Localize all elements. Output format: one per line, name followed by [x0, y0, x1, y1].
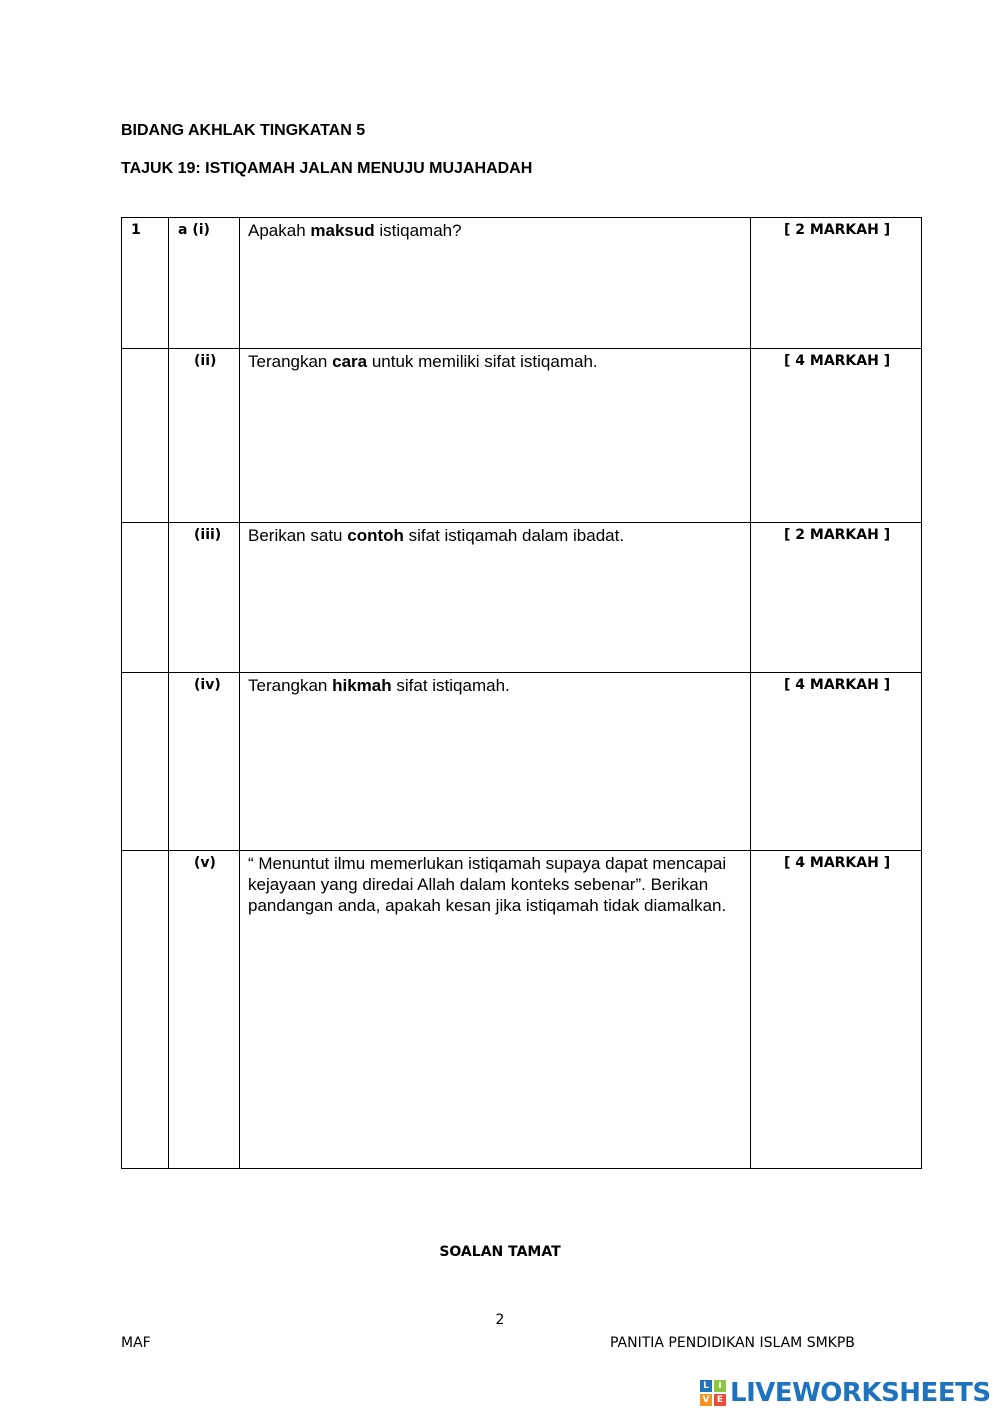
liveworksheets-logo-icon: L I V E [700, 1380, 726, 1406]
topic-title: TAJUK 19: ISTIQAMAH JALAN MENUJU MUJAHADAH [121, 160, 533, 177]
footer-left: MAF [121, 1335, 151, 1351]
question-number-cell [122, 218, 169, 349]
question-text-cell[interactable] [240, 851, 751, 1169]
part-label-cell [169, 349, 240, 523]
table-row [122, 218, 922, 349]
marks-label: [ 2 MARKAH ] [784, 527, 891, 543]
part-label: (v) [194, 855, 216, 871]
part-label: (iii) [194, 527, 222, 543]
page-number: 2 [495, 1312, 505, 1328]
question-text-cell[interactable] [240, 523, 751, 673]
table-row [122, 851, 922, 1169]
question-text: Terangkan hikmah sifat istiqamah. [248, 676, 510, 695]
marks-cell [751, 851, 922, 1169]
part-label-cell [169, 673, 240, 851]
table-row [122, 673, 922, 851]
part-label-cell [169, 851, 240, 1169]
marks-label: [ 4 MARKAH ] [784, 677, 891, 693]
footer-right: PANITIA PENDIDIKAN ISLAM SMKPB [610, 1335, 855, 1351]
question-text-cell[interactable] [240, 673, 751, 851]
question-number: 1 [131, 222, 141, 238]
question-text-cell[interactable] [240, 218, 751, 349]
question-text-cell[interactable] [240, 349, 751, 523]
document-title: BIDANG AKHLAK TINGKATAN 5 [121, 122, 366, 139]
question-text: “ Menuntut ilmu memerlukan istiqamah supaya dapat mencapai kejayaan yang diredai Allah dalam konteks sebenar”. Berikan pandangan anda, apakah kesan jika istiqamah tidak diamalkan. [248, 854, 727, 915]
end-of-questions: SOALAN TAMAT [439, 1244, 561, 1260]
question-text: Berikan satu contoh sifat istiqamah dalam ibadat. [248, 526, 625, 545]
marks-cell [751, 523, 922, 673]
part-label-cell [169, 218, 240, 349]
marks-cell [751, 349, 922, 523]
question-text: Apakah maksud istiqamah? [248, 221, 462, 240]
part-label: a (i) [178, 222, 210, 238]
table-row [122, 349, 922, 523]
part-label: (ii) [194, 353, 217, 369]
marks-label: [ 2 MARKAH ] [784, 222, 891, 238]
question-table [121, 217, 922, 1169]
part-label-cell [169, 523, 240, 673]
liveworksheets-brand[interactable] [700, 1378, 995, 1408]
liveworksheets-wordmark: LIVEWORKSHEETS [730, 1378, 991, 1408]
part-label: (iv) [194, 677, 221, 693]
marks-cell [751, 218, 922, 349]
marks-label: [ 4 MARKAH ] [784, 855, 891, 871]
table-row [122, 523, 922, 673]
question-text: Terangkan cara untuk memiliki sifat istiqamah. [248, 352, 598, 371]
marks-cell [751, 673, 922, 851]
marks-label: [ 4 MARKAH ] [784, 353, 891, 369]
